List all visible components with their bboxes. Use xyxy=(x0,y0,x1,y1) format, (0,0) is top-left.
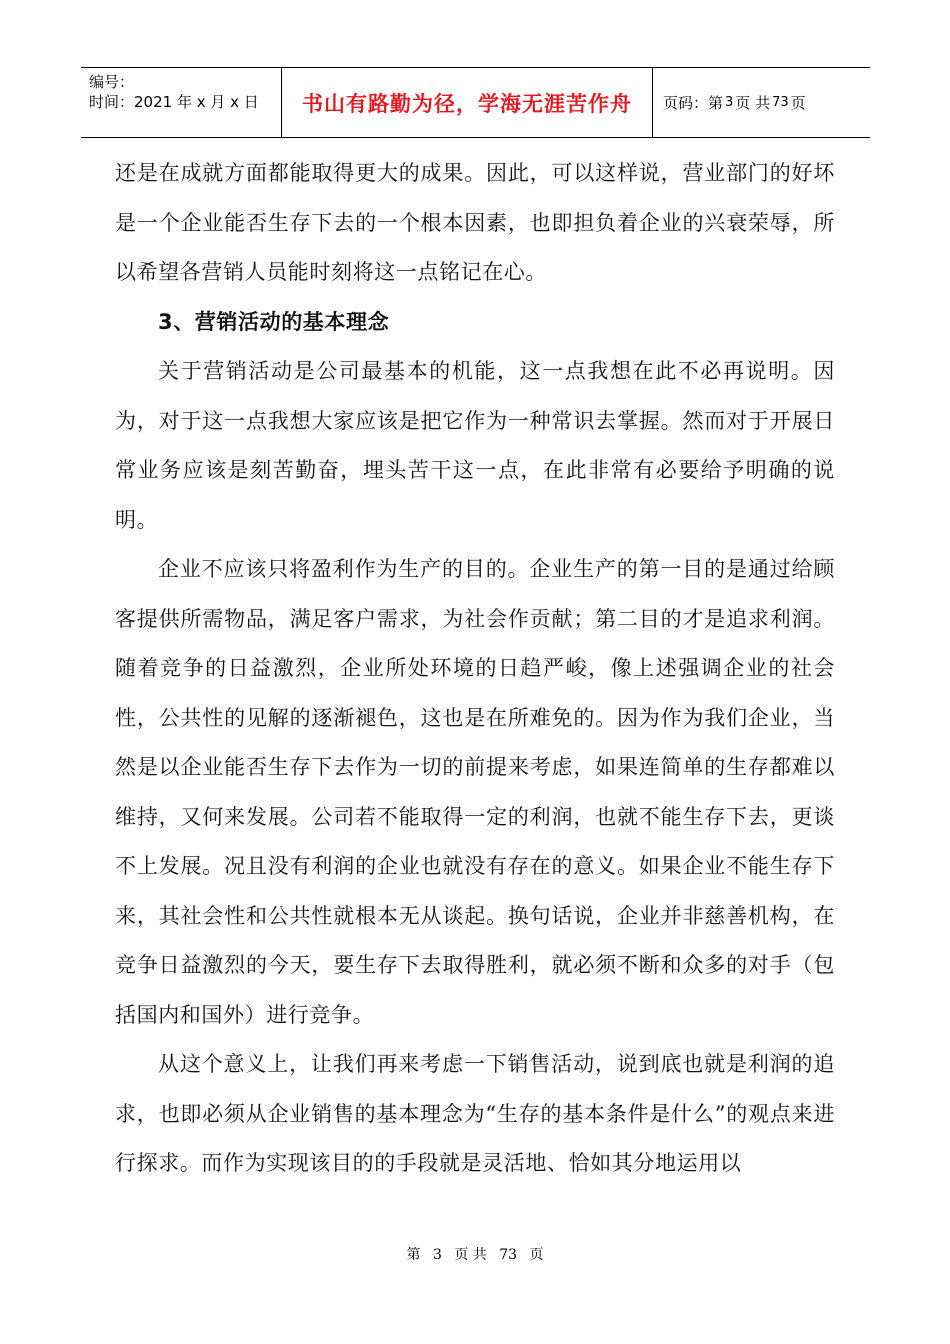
footer-current: 3 xyxy=(432,1247,442,1263)
header-motto: 书山有路勤为径，学海无涯苦作舟 xyxy=(302,91,632,116)
document-date: 时间：2021 年 x 月 x 日 xyxy=(89,93,259,111)
page-total: 73 xyxy=(772,95,789,110)
footer-prefix: 第 xyxy=(406,1247,421,1263)
page-suffix: 页 xyxy=(790,94,806,112)
document-body xyxy=(115,149,835,1189)
footer-middle: 页 共 xyxy=(454,1247,487,1263)
document-number-label: 编号： xyxy=(89,73,135,91)
page-header xyxy=(81,67,870,138)
header-page-info xyxy=(653,68,870,137)
page-prefix: 页码：第 xyxy=(663,94,724,112)
section-heading: 3、营销活动的基本理念 xyxy=(158,309,390,334)
page-footer xyxy=(0,1244,950,1264)
footer-total: 73 xyxy=(499,1247,518,1263)
header-motto-cell xyxy=(281,68,653,137)
paragraph: 企业不应该只将盈利作为生产的目的。企业生产的第一目的是通过给顾客提供所需物品，满足客户需求，为社会作贡献；第二目的才是追求利润。随着竞争的日益激烈，企业所处环境的日趋严峻，像上述强调企业的社会性，公共性的见解的逐渐褪色，这也是在所难免的。因为作为我们企业，当然是以企业能否生存下去作为一切的前提来考虑，如果连简单的生存都难以维持，又何来发展。公司若不能取得一定的利润，也就不能生存下去，更谈不上发展。况且没有利润的企业也就没有存在的意义。如果企业不能生存下来，其社会性和公共性就根本无从谈起。换句话说，企业并非慈善机构，在竞争日益激烈的今天，要生存下去取得胜利，就必须不断和众多的对手（包括国内和国外）进行竞争。 xyxy=(115,557,835,1027)
paragraph-continued: 还是在成就方面都能取得更大的成果。因此，可以这样说，营业部门的好坏是一个企业能否生存下去的一个根本因素，也即担负着企业的兴衰荣辱，所以希望各营销人员能时刻将这一点铭记在心。 xyxy=(115,161,835,284)
page-current: 3 xyxy=(725,95,734,110)
footer-suffix: 页 xyxy=(529,1247,544,1263)
paragraph: 从这个意义上，让我们再来考虑一下销售活动，说到底也就是利润的追求，也即必须从企业销售的基本理念为“生存的基本条件是什么”的观点来进行探求。而作为实现该目的的手段就是灵活地、恰如其分地运用以 xyxy=(115,1052,835,1175)
header-meta xyxy=(81,68,281,137)
page-middle: 页 共 xyxy=(735,94,771,112)
paragraph: 关于营销活动是公司最基本的机能，这一点我想在此不必再说明。因为，对于这一点我想大家应该是把它作为一种常识去掌握。然而对于开展日常业务应该是刻苦勤奋，埋头苦干这一点，在此非常有必要给予明确的说明。 xyxy=(115,359,835,532)
